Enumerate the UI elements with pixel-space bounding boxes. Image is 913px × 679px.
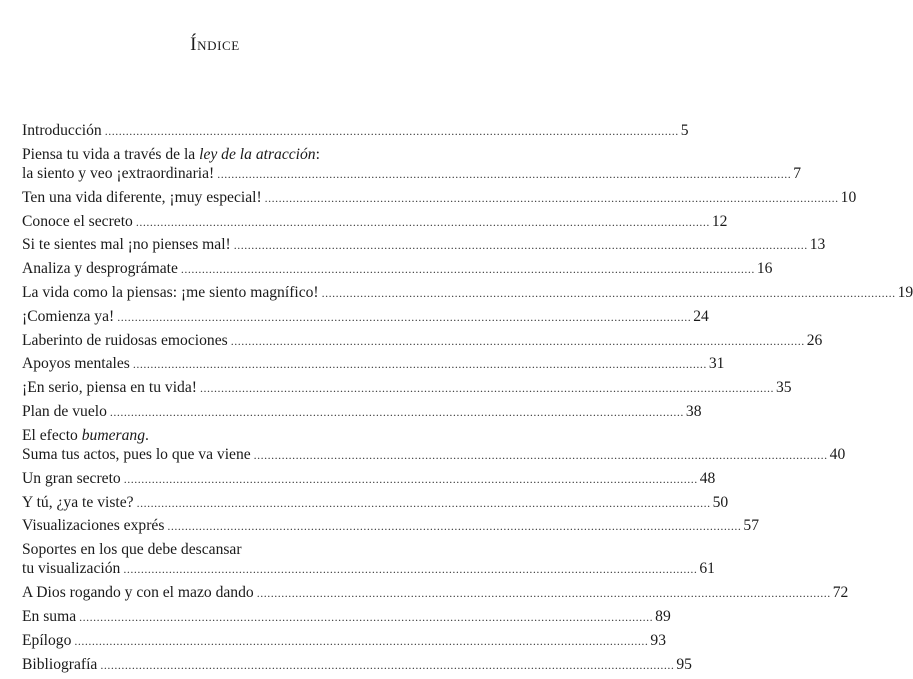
page-number: 57: [743, 517, 759, 535]
toc-entry-title: Conoce el secreto: [22, 212, 133, 230]
toc-entry-row: [22, 354, 725, 374]
toc-entry[interactable]: [22, 583, 849, 603]
toc-entry-title: tu visualización: [22, 560, 121, 578]
toc-entry-title: Laberinto de ruidosas emociones: [22, 331, 228, 349]
dot-leader: [105, 122, 679, 141]
toc-entry[interactable]: [22, 212, 728, 232]
toc-entry[interactable]: [22, 378, 792, 398]
page-number: 38: [685, 402, 702, 420]
page-number: 31: [708, 355, 725, 373]
toc-entry-title: la siento y veo ¡extraordinaria!: [22, 165, 215, 182]
toc-entry-title: A Dios rogando y con el mazo dando: [22, 584, 254, 602]
toc-entry-row: [22, 469, 716, 489]
toc-entry-row: [22, 259, 773, 279]
toc-entry[interactable]: [22, 469, 716, 489]
page-number: 7: [793, 165, 802, 182]
toc-entry-title: Si te sientes mal ¡no pienses mal!: [22, 236, 231, 254]
dot-leader: [234, 236, 808, 255]
toc-entry[interactable]: [22, 145, 802, 184]
toc-entry-text: Piensa tu vida a través de la: [22, 145, 200, 163]
toc-entry-title: Introducción: [22, 122, 102, 139]
toc-entry-row: [22, 516, 759, 536]
toc-entry-row: [22, 445, 846, 465]
toc-entry-title: Bibliografía: [22, 655, 98, 673]
dot-leader: [117, 308, 691, 327]
toc-entry[interactable]: [22, 188, 857, 208]
page-number: 89: [655, 607, 671, 625]
page-title: Índice: [190, 34, 240, 55]
toc-entry-line: [22, 145, 412, 164]
toc-entry-punctuation: :: [315, 145, 320, 163]
toc-entry-title: Apoyos mentales: [22, 355, 130, 373]
toc-entry-row: [22, 583, 849, 603]
toc-entry-title: Suma tus actos, pues lo que va viene: [22, 445, 251, 463]
dot-leader: [79, 608, 653, 627]
toc-entry-row: [22, 493, 729, 513]
page-number: 35: [775, 379, 792, 397]
dot-leader: [322, 284, 896, 303]
toc-entry-text: El efecto: [22, 426, 82, 444]
dot-leader: [100, 656, 674, 675]
toc-entry-title: Un gran secreto: [22, 469, 121, 487]
page-number: 10: [840, 188, 857, 206]
dot-leader: [231, 332, 805, 351]
dot-leader: [136, 213, 710, 232]
toc-entry-row: [22, 188, 857, 208]
dot-leader: [123, 560, 697, 579]
dot-leader: [181, 260, 755, 279]
page-number: 26: [806, 331, 823, 349]
toc-entry[interactable]: [22, 540, 715, 579]
page-number: 93: [650, 631, 666, 649]
toc-entry-punctuation: .: [145, 426, 149, 444]
toc-entry-row: [22, 121, 689, 141]
toc-entry[interactable]: [22, 283, 913, 303]
toc-entry[interactable]: [22, 307, 709, 327]
dot-leader: [265, 189, 839, 208]
dot-leader: [167, 517, 741, 536]
toc-entry-row: [22, 283, 913, 303]
toc-entry[interactable]: [22, 493, 729, 513]
toc-entry-row: [22, 655, 692, 675]
dot-leader: [257, 584, 831, 603]
page-number: 95: [676, 655, 692, 673]
page-number: 13: [809, 236, 826, 254]
toc-entry-line: [22, 540, 412, 559]
toc-entry-row: [22, 164, 802, 184]
dot-leader: [254, 446, 828, 465]
toc-entry-title: Ten una vida diferente, ¡muy especial!: [22, 188, 262, 206]
toc-entry[interactable]: [22, 631, 666, 651]
toc-entry-row: [22, 631, 666, 651]
toc-entry-text: Soportes en los que debe descansar: [22, 541, 242, 559]
toc-entry[interactable]: [22, 607, 671, 627]
toc-entry-title: En suma: [22, 607, 77, 625]
toc-entry[interactable]: [22, 331, 823, 351]
toc-entry-title: Epílogo: [22, 631, 72, 649]
toc-entry-line: [22, 426, 412, 445]
toc-entry-italic-text: ley de la atracción: [199, 145, 316, 163]
toc-entry[interactable]: [22, 354, 725, 374]
toc-entry-row: [22, 235, 826, 255]
toc-entry-title: Visualizaciones exprés: [22, 517, 165, 535]
table-of-contents: [22, 121, 913, 678]
page-number: 16: [756, 260, 773, 278]
toc-entry-title: ¡En serio, piensa en tu vida!: [22, 379, 197, 397]
toc-entry[interactable]: [22, 235, 826, 255]
toc-entry-row: [22, 331, 823, 351]
toc-entry[interactable]: [22, 402, 702, 422]
toc-entry-row: [22, 607, 671, 627]
page-number: 5: [680, 122, 689, 139]
toc-entry[interactable]: [22, 516, 759, 536]
toc-entry-row: [22, 402, 702, 422]
toc-entry-title: Plan de vuelo: [22, 402, 107, 420]
toc-entry[interactable]: [22, 426, 846, 465]
toc-entry-italic-text: bumerang: [81, 426, 145, 444]
page-number: 24: [693, 307, 709, 325]
dot-leader: [74, 632, 648, 651]
page-number: 50: [712, 493, 729, 511]
dot-leader: [133, 355, 707, 374]
toc-entry-row: [22, 378, 792, 398]
toc-entry-title: Y tú, ¿ya te viste?: [22, 493, 134, 511]
toc-entry-row: [22, 559, 715, 579]
toc-entry-row: [22, 212, 728, 232]
toc-entry[interactable]: [22, 259, 773, 279]
toc-entry-title: Analiza y desprográmate: [22, 260, 178, 278]
dot-leader: [110, 403, 684, 422]
page-number: 40: [829, 445, 846, 463]
toc-entry[interactable]: [22, 121, 689, 141]
toc-entry-title: La vida como la piensas: ¡me siento magnífico!: [22, 283, 319, 301]
page-number: 72: [832, 584, 849, 602]
toc-entry[interactable]: [22, 655, 692, 675]
page-number: 48: [699, 469, 716, 487]
dot-leader: [200, 379, 774, 398]
dot-leader: [137, 494, 711, 513]
page-number: 19: [897, 283, 913, 301]
dot-leader: [124, 470, 698, 489]
page-number: 12: [711, 212, 728, 230]
dot-leader: [217, 165, 791, 184]
page-number: 61: [699, 560, 715, 578]
toc-entry-row: [22, 307, 709, 327]
toc-entry-title: ¡Comienza ya!: [22, 307, 115, 325]
